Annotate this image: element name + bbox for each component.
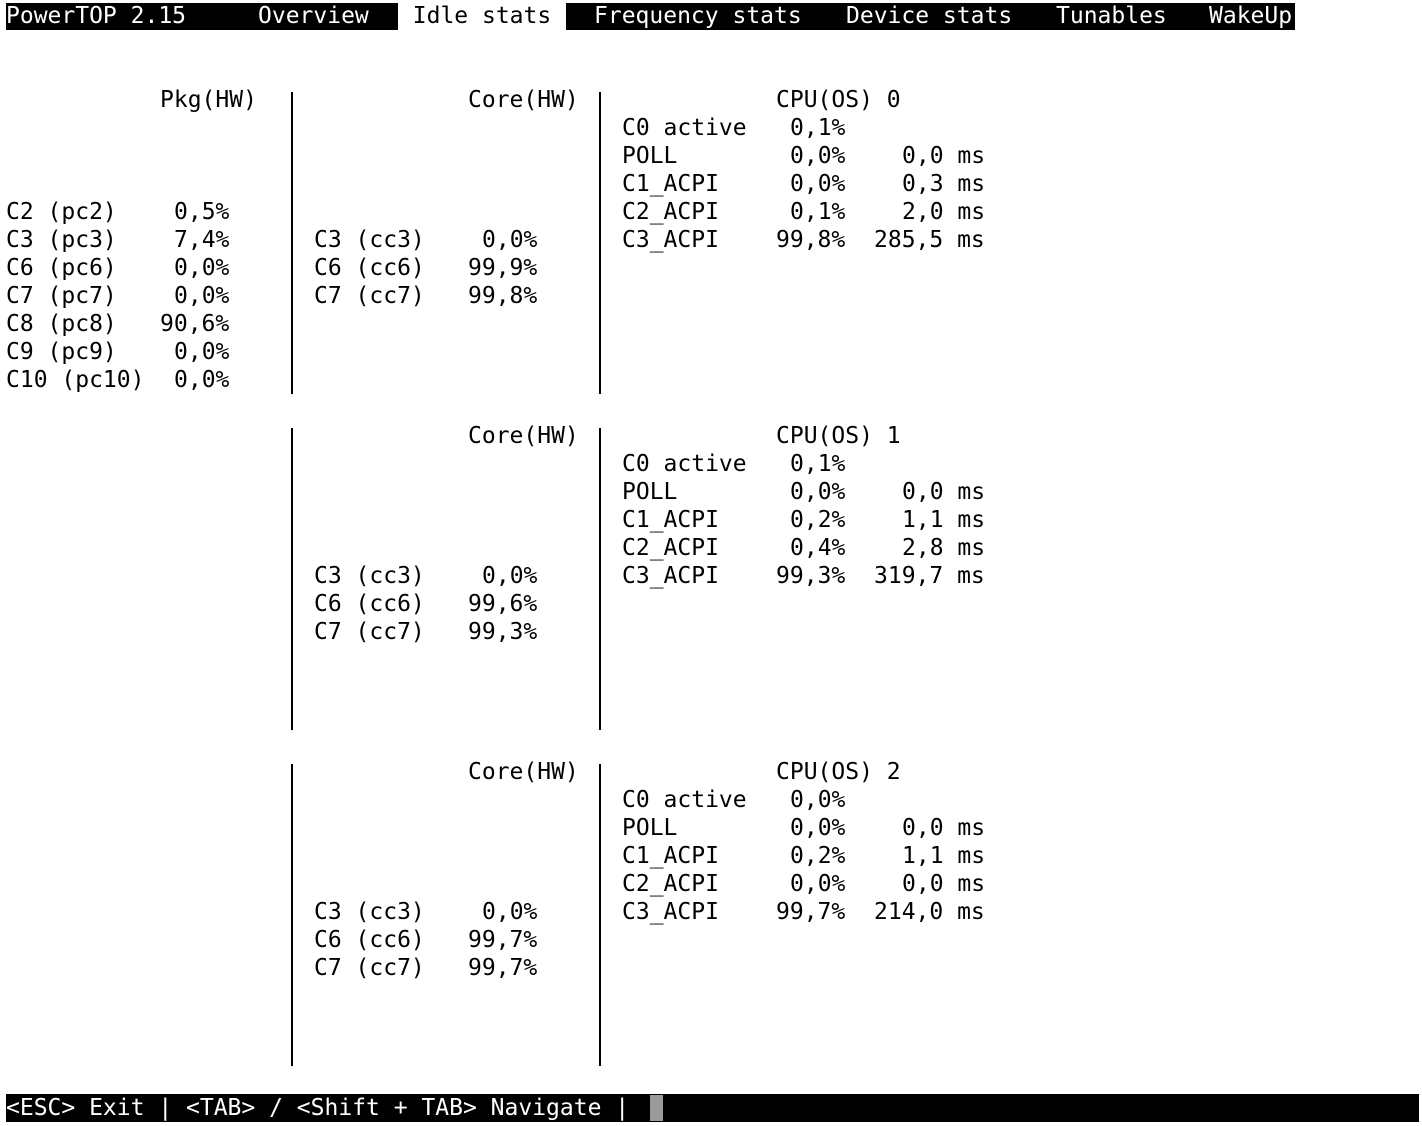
core-state-label: C3 (cc3) [314, 899, 425, 925]
core-state-value: 99,8% [468, 283, 538, 309]
keyboard-help-text: <ESC> Exit | <TAB> / <Shift + TAB> Navigate | [6, 1095, 630, 1121]
pkg-state-value: 0,0% [174, 339, 230, 365]
cpu-state-value: 0,2% [790, 843, 846, 869]
pkg-state-label: C8 (pc8) [6, 311, 117, 337]
cpu-state-time: 0,0 ms [902, 143, 986, 169]
cpu-state-time: 1,1 ms [902, 843, 986, 869]
cpu-state-time: 319,7 ms [874, 563, 985, 589]
core-state-label: C3 (cc3) [314, 227, 425, 253]
cpu-state-time: 0,0 ms [902, 871, 986, 897]
cpu-state-label: C2_ACPI [622, 871, 719, 897]
column-separator [291, 764, 293, 1066]
tab-idle-stats[interactable]: Idle stats [398, 3, 566, 30]
cpu-state-label: C1_ACPI [622, 507, 719, 533]
terminal-cursor [650, 1095, 663, 1121]
column-separator [599, 92, 601, 394]
pkg-state-value: 0,5% [174, 199, 230, 225]
cpu-header: CPU(OS) 2 [776, 759, 901, 785]
pkg-state-value: 0,0% [174, 283, 230, 309]
cpu-state-value: 99,8% [776, 227, 846, 253]
core-header: Core(HW) [468, 423, 579, 449]
cpu-state-value: 99,7% [776, 899, 846, 925]
column-separator [599, 428, 601, 730]
cpu-state-label: C3_ACPI [622, 227, 719, 253]
cpu-state-value: 0,0% [790, 171, 846, 197]
cpu-state-time: 0,3 ms [902, 171, 986, 197]
cpu-state-time: 2,8 ms [902, 535, 986, 561]
cpu-state-value: 0,1% [790, 115, 846, 141]
cpu-state-label: C2_ACPI [622, 199, 719, 225]
cpu-state-time: 2,0 ms [902, 199, 986, 225]
pkg-header: Pkg(HW) [160, 87, 257, 113]
cpu-state-label: C2_ACPI [622, 535, 719, 561]
pkg-state-label: C9 (pc9) [6, 339, 117, 365]
cpu-state-value: 0,0% [790, 871, 846, 897]
cpu-state-label: C0 active [622, 115, 747, 141]
tab-overview[interactable]: Overview [258, 3, 369, 29]
pkg-state-value: 7,4% [174, 227, 230, 253]
column-separator [291, 428, 293, 730]
core-state-value: 0,0% [482, 227, 538, 253]
cpu-state-value: 99,3% [776, 563, 846, 589]
pkg-state-value: 0,0% [174, 367, 230, 393]
cpu-state-value: 0,4% [790, 535, 846, 561]
tab-device-stats[interactable]: Device stats [846, 3, 1013, 29]
core-header: Core(HW) [468, 759, 579, 785]
tab-wakeup[interactable]: WakeUp [1209, 3, 1293, 29]
cpu-state-time: 0,0 ms [902, 815, 986, 841]
cpu-state-value: 0,0% [790, 143, 846, 169]
cpu-state-value: 0,1% [790, 451, 846, 477]
core-state-value: 99,7% [468, 927, 538, 953]
column-separator [599, 764, 601, 1066]
cpu-header: CPU(OS) 1 [776, 423, 901, 449]
cpu-state-time: 214,0 ms [874, 899, 985, 925]
core-state-label: C6 (cc6) [314, 927, 425, 953]
cpu-state-value: 0,2% [790, 507, 846, 533]
cpu-state-label: C0 active [622, 451, 747, 477]
top-menu-bar [6, 3, 1295, 30]
cpu-state-label: C3_ACPI [622, 899, 719, 925]
cpu-state-label: C0 active [622, 787, 747, 813]
core-state-label: C3 (cc3) [314, 563, 425, 589]
cpu-state-value: 0,0% [790, 479, 846, 505]
cpu-state-time: 285,5 ms [874, 227, 985, 253]
core-state-label: C6 (cc6) [314, 591, 425, 617]
core-state-value: 99,3% [468, 619, 538, 645]
pkg-state-value: 90,6% [160, 311, 230, 337]
cpu-state-label: C1_ACPI [622, 843, 719, 869]
core-state-label: C7 (cc7) [314, 283, 425, 309]
cpu-state-label: POLL [622, 479, 678, 505]
tab-frequency-stats[interactable]: Frequency stats [594, 3, 802, 29]
cpu-state-label: C1_ACPI [622, 171, 719, 197]
core-state-value: 0,0% [482, 899, 538, 925]
cpu-state-label: C3_ACPI [622, 563, 719, 589]
cpu-state-value: 0,1% [790, 199, 846, 225]
core-state-label: C6 (cc6) [314, 255, 425, 281]
cpu-state-value: 0,0% [790, 815, 846, 841]
core-state-label: C7 (cc7) [314, 619, 425, 645]
cpu-state-value: 0,0% [790, 787, 846, 813]
cpu-state-label: POLL [622, 815, 678, 841]
cpu-state-label: POLL [622, 143, 678, 169]
core-header: Core(HW) [468, 87, 579, 113]
pkg-state-label: C6 (pc6) [6, 255, 117, 281]
tab-tunables[interactable]: Tunables [1056, 3, 1167, 29]
bottom-help-bar [6, 1094, 1419, 1122]
pkg-state-label: C10 (pc10) [6, 367, 145, 393]
app-title: PowerTOP 2.15 [6, 3, 187, 29]
pkg-state-label: C7 (pc7) [6, 283, 117, 309]
core-state-value: 99,6% [468, 591, 538, 617]
cpu-state-time: 1,1 ms [902, 507, 986, 533]
pkg-state-label: C3 (pc3) [6, 227, 117, 253]
column-separator [291, 92, 293, 394]
cpu-header: CPU(OS) 0 [776, 87, 901, 113]
core-state-value: 99,9% [468, 255, 538, 281]
pkg-state-label: C2 (pc2) [6, 199, 117, 225]
core-state-value: 0,0% [482, 563, 538, 589]
core-state-value: 99,7% [468, 955, 538, 981]
cpu-state-time: 0,0 ms [902, 479, 986, 505]
core-state-label: C7 (cc7) [314, 955, 425, 981]
pkg-state-value: 0,0% [174, 255, 230, 281]
